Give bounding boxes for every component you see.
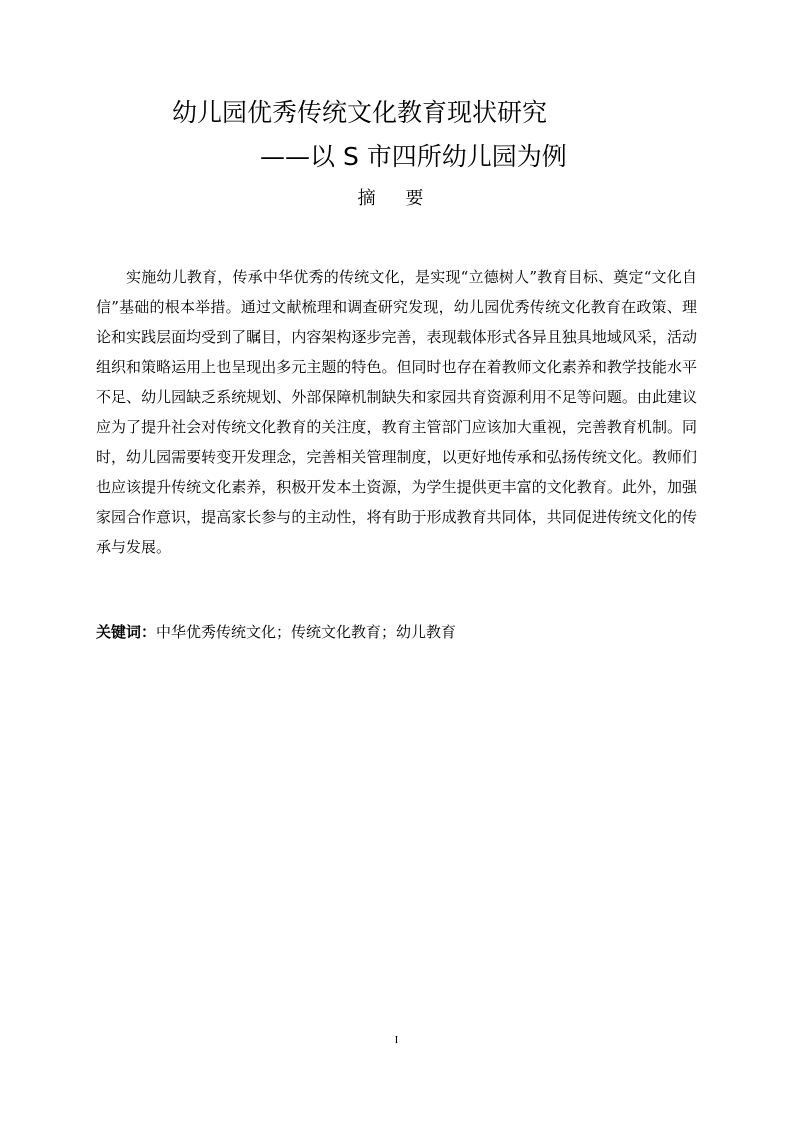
document-subtitle: ——以 S 市四所幼儿园为例 xyxy=(260,142,567,171)
keywords-text: 中华优秀传统文化；传统文化教育；幼儿教育 xyxy=(156,623,457,641)
keywords-label: 关键词： xyxy=(96,623,157,641)
document-title: 幼儿园优秀传统文化教育现状研究 xyxy=(172,98,548,127)
keywords-line xyxy=(96,618,697,646)
page-number: I xyxy=(394,1034,399,1046)
abstract-body: 实施幼儿教育，传承中华优秀的传统文化，是实现“立德树人”教育目标、奠定“文化自信”基础的根本举措。通过文献梳理和调查研究发现，幼儿园优秀传统文化教育在政策、理论和实践层面均受到了瞩目，内容架构逐步完善，表现载体形式各异且独具地域风采，活动组织和策略运用上也呈现出多元主题的特色。但同时也存在着教师文化素养和教学技能水平不足、幼儿园缺乏系统规划、外部保障机制缺失和家园共育资源利用不足等问题。由此建议应为了提升社会对传统文化教育的关注度，教育主管部门应该加大重视，完善教育机制。同时，幼儿园需要转变开发理念，完善相关管理制度，以更好地传承和弘扬传统文化。教师们也应该提升传统文化素养，积极开发本土资源，为学生提供更丰富的文化教育。此外，加强家园合作意识，提高家长参与的主动性，将有助于形成教育共同体，共同促进传统文化的传承与发展。 xyxy=(96,268,697,556)
abstract-heading: 摘 要 xyxy=(357,188,436,209)
